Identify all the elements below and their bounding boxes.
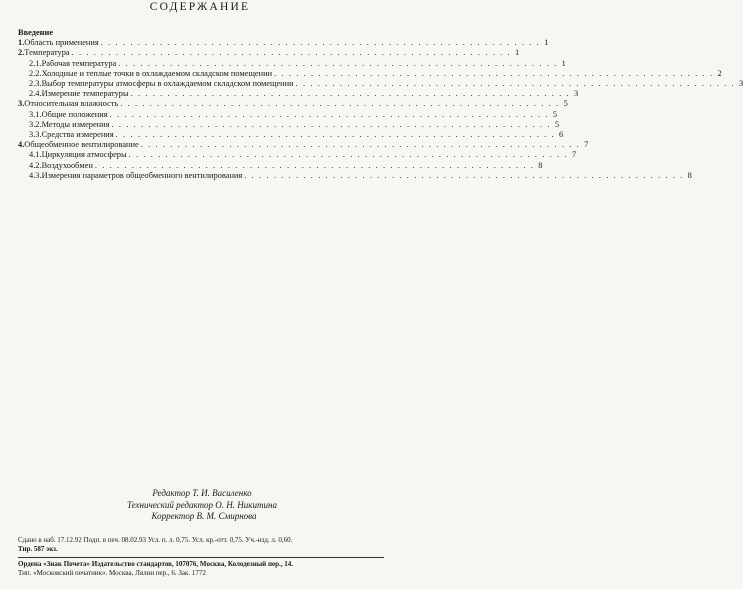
imprint-divider (18, 557, 384, 558)
proofreader-line: Корректор В. М. Смирнова (151, 511, 257, 521)
toc-entries (18, 38, 743, 181)
toc-entry-page: 1 (561, 58, 566, 68)
toc-entry (18, 150, 577, 160)
toc-entry-number: 4.1. (29, 150, 42, 160)
toc-entry-title: Измерение температуры (41, 89, 129, 99)
toc-entry-title: Общеобменное вентилирование (24, 140, 139, 150)
toc-entry-page: 5 (563, 99, 568, 109)
toc-entry-number: 4. (18, 140, 25, 150)
toc-entry-page: 2 (717, 68, 722, 78)
toc-entry-title: Методы измерения (41, 119, 110, 129)
toc-entry-title: Средства измерения (41, 130, 114, 140)
toc-leader-dots: . . . . . . . . . . . . . . . . . . . . . . . . . . . . . . . . . . . . . . . . . . . . . . . . . . . . . . . . . . . . (111, 119, 552, 129)
toc-entry (18, 68, 722, 79)
toc-leader-dots: . . . . . . . . . . . . . . . . . . . . . . . . . . . . . . . . . . . . . . . . . . . . . . . . . . . . . . . . . . . . (118, 58, 558, 68)
toc-entry (18, 130, 564, 140)
toc-entry-page: 6 (559, 130, 564, 140)
toc-entry-number: 2.4. (29, 89, 42, 99)
toc-entry-page: 7 (584, 140, 589, 150)
toc-leader-dots: . . . . . . . . . . . . . . . . . . . . . . . . . . . . . . . . . . . . . . . . . . . . . . . . . . . . . . . . . . . . (115, 130, 556, 140)
toc-entry (18, 38, 549, 48)
toc-entry-number: 2. (18, 48, 25, 58)
toc-entry-title: Циркуляция атмосферы (41, 150, 127, 160)
imprint-print-details: Сдано в наб. 17.12.92 Подп. в печ. 08.02.93 Усл. п. л. 0,75. Усл. кр.-отт. 0,75. Уч.-изд. л. 0,60. (18, 536, 293, 544)
toc-leader-dots: . . . . . . . . . . . . . . . . . . . . . . . . . . . . . . . . . . . . . . . . . . . . . . . . . . . . . . . . . . . . (274, 68, 714, 78)
toc-entry-title: Измерения параметров общеобменного вентилирования (41, 170, 243, 180)
toc-entry (18, 79, 743, 89)
toc-leader-dots: . . . . . . . . . . . . . . . . . . . . . . . . . . . . . . . . . . . . . . . . . . . . . . . . . . . . . . . . . . . . (130, 89, 571, 99)
toc-leader-dots: . . . . . . . . . . . . . . . . . . . . . . . . . . . . . . . . . . . . . . . . . . . . . . . . . . . . . . . . . . . . (128, 150, 569, 160)
toc-entry-number: 1. (18, 38, 25, 48)
toc-entry-number: 2.3. (29, 79, 42, 89)
page-title: СОДЕРЖАНИЕ (149, 1, 251, 13)
toc-entry-number: 2.2. (29, 68, 42, 78)
toc-entry-title: Относительная влажность (24, 99, 119, 109)
toc-entry-title: Рабочая температура (41, 58, 117, 68)
toc-leader-dots: . . . . . . . . . . . . . . . . . . . . . . . . . . . . . . . . . . . . . . . . . . . . . . . . . . . . . . . . . . . . (94, 160, 535, 170)
toc-intro: Введение (18, 28, 54, 37)
toc-entry (18, 58, 566, 69)
toc-entry-number: 3.1. (29, 109, 42, 119)
toc-entry (18, 99, 568, 109)
toc-entry-title: Температура (24, 48, 70, 58)
toc-leader-dots: . . . . . . . . . . . . . . . . . . . . . . . . . . . . . . . . . . . . . . . . . . . . . . . . . . . . . . . . . . . . (295, 79, 736, 89)
toc-entry-title: Общие положения (41, 109, 108, 119)
toc-entry-title: Область применения (24, 38, 99, 48)
toc-leader-dots: . . . . . . . . . . . . . . . . . . . . . . . . . . . . . . . . . . . . . . . . . . . . . . . . . . . . . . . . . . . . (71, 48, 512, 58)
toc-leader-dots: . . . . . . . . . . . . . . . . . . . . . . . . . . . . . . . . . . . . . . . . . . . . . . . . . . . . . . . . . . . . (109, 109, 550, 119)
toc-entry-title: Воздухообмен (41, 160, 93, 170)
toc-entry (18, 48, 520, 58)
editor-line: Редактор Т. И. Василенко (152, 488, 252, 498)
toc-entry-page: 5 (552, 109, 558, 119)
toc-entry-page: 1 (544, 38, 549, 48)
toc-entry-title: Выбор температуры атмосферы в охлаждаемом складском помещении (41, 79, 294, 89)
toc-leader-dots: . . . . . . . . . . . . . . . . . . . . . . . . . . . . . . . . . . . . . . . . . . . . . . . . . . . . . . . . . . . . (140, 140, 581, 150)
toc-entry (18, 109, 558, 120)
toc-entry-page: 7 (572, 150, 577, 160)
toc-leader-dots: . . . . . . . . . . . . . . . . . . . . . . . . . . . . . . . . . . . . . . . . . . . . . . . . . . . . . . . . . . . . (120, 99, 560, 109)
table-of-contents (18, 28, 743, 181)
tech-editor-line: Технический редактор О. Н. Никитина (127, 499, 277, 510)
toc-entry (18, 89, 579, 99)
toc-entry-page: 3 (574, 89, 579, 99)
imprint-circulation: Тир. 587 экз. (18, 544, 58, 553)
toc-entry-number: 4.3. (29, 170, 42, 180)
toc-entry (18, 170, 692, 181)
toc-entry-page: 5 (554, 119, 560, 129)
toc-leader-dots: . . . . . . . . . . . . . . . . . . . . . . . . . . . . . . . . . . . . . . . . . . . . . . . . . . . . . . . . . . . . (244, 170, 684, 180)
toc-entry-page: 3 (739, 79, 743, 89)
toc-entry (18, 119, 560, 130)
toc-entry (18, 140, 589, 150)
imprint-publisher: Ордена «Знак Почета» Издательство стандартов, 107076, Москва, Колодезный пер., 14. (18, 560, 294, 569)
toc-leader-dots: . . . . . . . . . . . . . . . . . . . . . . . . . . . . . . . . . . . . . . . . . . . . . . . . . . . . . . . . . . . . (100, 38, 541, 48)
toc-entry-page: 8 (687, 170, 692, 180)
toc-entry-page: 1 (515, 48, 520, 58)
imprint-printer: Тип. «Московский печатник». Москва, Лялин пер., 6. Зак. 1772 (18, 568, 206, 577)
toc-entry-number: 3.2. (29, 119, 42, 129)
toc-entry-title: Холодные и теплые точки в охлаждаемом складском помещении (41, 68, 273, 78)
toc-entry-number: 2.1. (29, 58, 42, 68)
imprint-block (18, 536, 384, 577)
toc-entry-number: 3.3. (29, 130, 42, 140)
toc-entry (18, 160, 543, 171)
editors-block (0, 488, 400, 523)
toc-entry-number: 4.2. (29, 160, 42, 170)
toc-entry-page: 8 (538, 160, 543, 170)
toc-entry-number: 3. (18, 99, 25, 109)
